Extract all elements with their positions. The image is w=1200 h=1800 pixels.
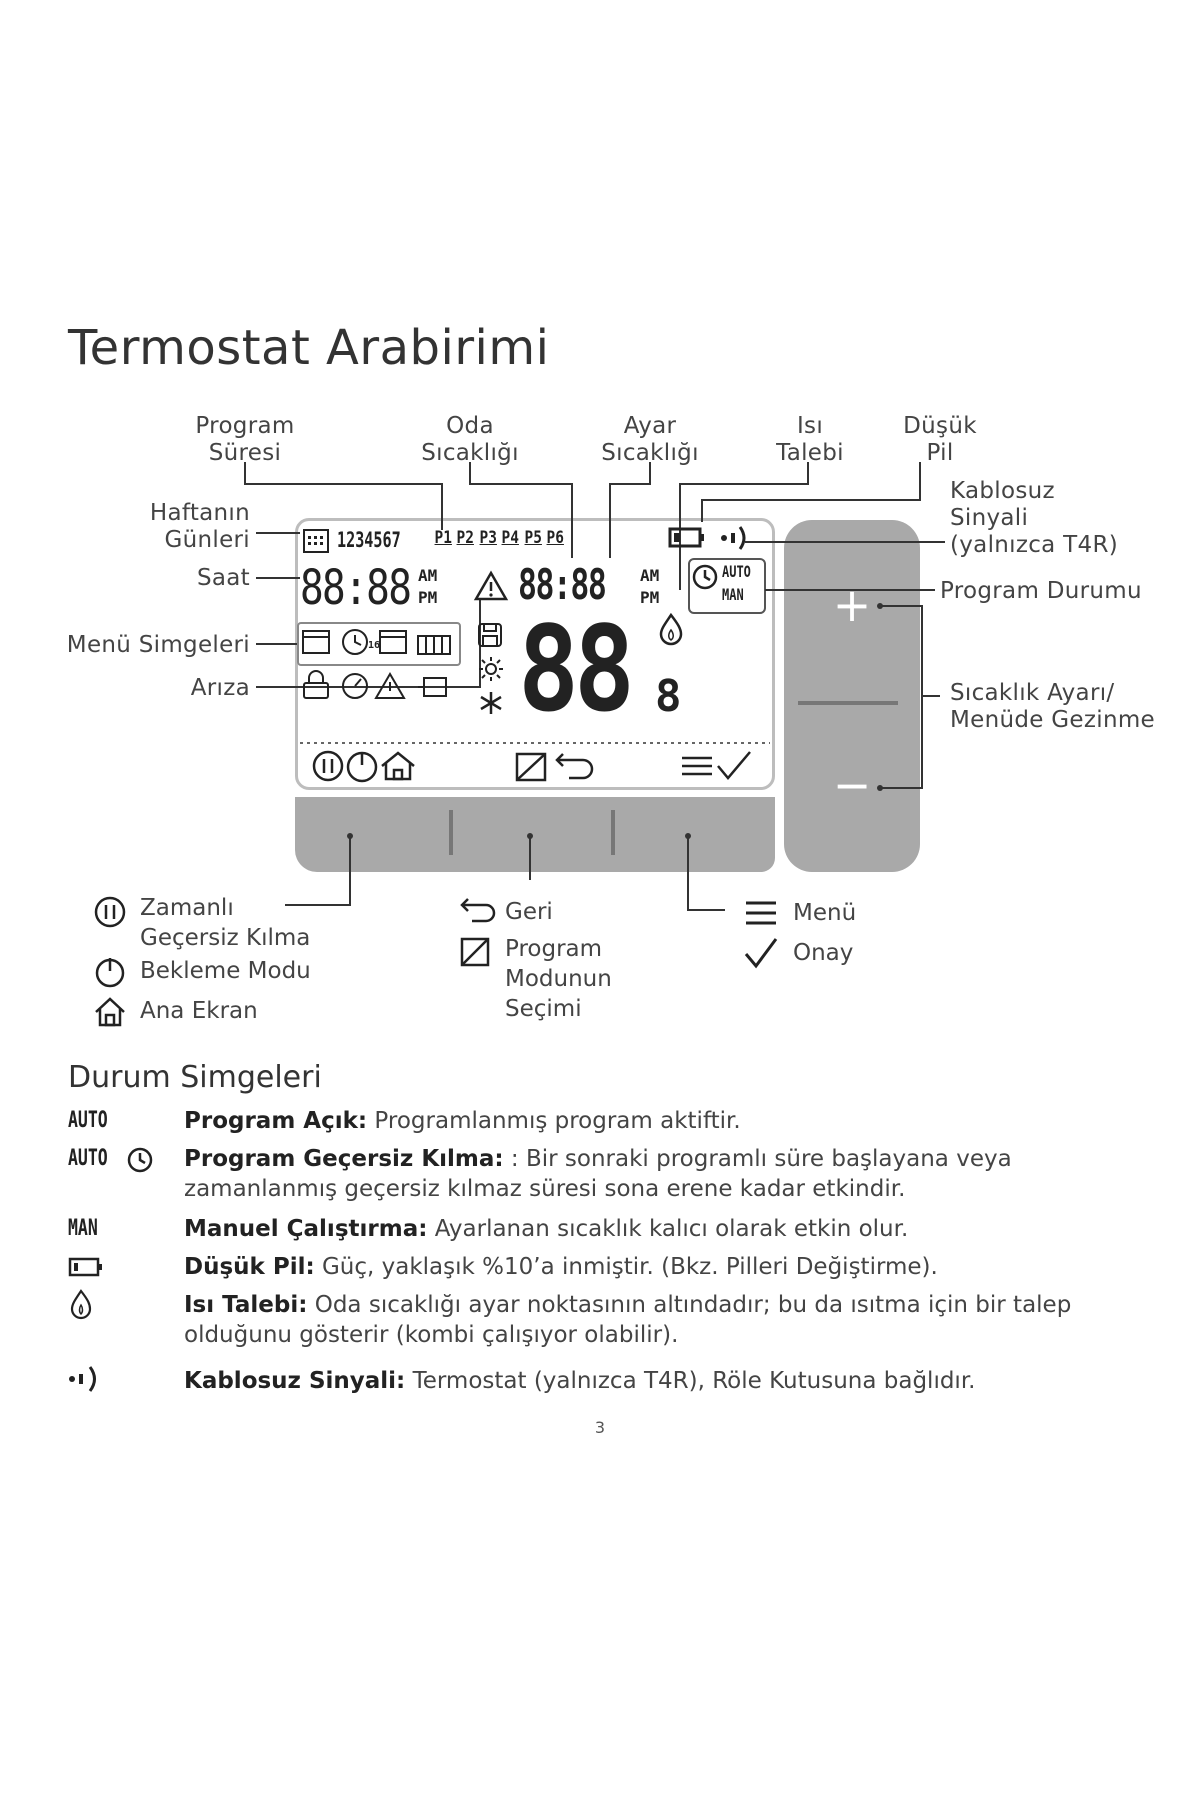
days-of-week: 1234567	[337, 528, 401, 552]
temperature-decimal: 8	[655, 671, 682, 722]
flame-icon	[658, 612, 684, 646]
standby-icon	[93, 955, 127, 989]
callout-haftanin-gunleri: Haftanın Günleri	[149, 500, 250, 553]
callout-saat: Saat	[196, 565, 250, 591]
clock-am: AM	[418, 566, 438, 585]
status-isi-talebi: Isı Talebi: Oda sıcaklığı ayar noktasının altındadır; bu da ısıtma için bir talep olduğunu gösterir (kombi çalışıyor olabilir).	[184, 1292, 1072, 1348]
callout-oda-sicakligi: Oda Sıcaklığı	[421, 413, 519, 466]
legend-zamanli: Zamanlı Geçersiz Kılma	[140, 895, 311, 951]
period-p4: P4	[501, 528, 520, 548]
fault-icons	[300, 670, 460, 702]
room-temperature-display: 88	[518, 600, 630, 738]
clock-icon	[690, 562, 720, 592]
auto-override-icon: AUTO	[68, 1146, 108, 1171]
period-p3: P3	[479, 528, 497, 548]
legend-geri: Geri	[505, 899, 553, 925]
home-icon	[93, 995, 127, 1029]
sun-icon	[478, 656, 504, 682]
calendar-week-icon	[300, 525, 332, 555]
clock-pm: PM	[418, 588, 438, 607]
legend-program-modu: Program Modunun Seçimi	[505, 936, 612, 1022]
legend-ana-ekran: Ana Ekran	[140, 998, 258, 1024]
page-number: 3	[594, 1418, 606, 1437]
setpoint-pm: PM	[640, 588, 660, 607]
setpoint-display: 88:88	[518, 560, 606, 609]
callout-menu-simgeleri: Menü Simgeleri	[66, 632, 250, 658]
period-p2: P2	[457, 528, 475, 548]
snowflake-icon	[478, 690, 504, 716]
setpoint-am: AM	[640, 566, 660, 585]
callout-ariza: Arıza	[190, 675, 250, 701]
legend-menu: Menü	[793, 900, 857, 926]
warning-icon	[473, 570, 509, 602]
status-section-title: Durum Simgeleri	[68, 1060, 322, 1095]
menu-icons	[300, 626, 454, 658]
flame-icon	[68, 1288, 94, 1320]
lcd-bottom-left-icons	[310, 748, 430, 784]
save-icon	[475, 620, 505, 650]
period-p6: P6	[546, 528, 565, 548]
minus-button[interactable]: −	[832, 758, 872, 812]
battery-low-icon	[68, 1256, 104, 1278]
lcd-bottom-middle-icons	[513, 748, 599, 784]
legend-bekleme: Bekleme Modu	[140, 958, 311, 984]
clock-display: 88:88	[300, 560, 411, 616]
auto-label: AUTO	[722, 562, 751, 581]
lcd-bottom-right-icons	[678, 748, 764, 784]
callout-kablosuz-sinyali: Kablosuz Sinyali (yalnızca T4R)	[950, 478, 1118, 558]
timed-override-icon	[93, 895, 127, 929]
status-program-override: Program Geçersiz Kılma: : Bir sonraki programlı süre başlayana veya zamanlanmış geçersiz kılmaz süresi sona erene kadar etkindir.	[184, 1146, 1012, 1202]
man-label: MAN	[722, 585, 744, 604]
legend-onay: Onay	[793, 940, 854, 966]
callout-ayar-sicakligi: Ayar Sıcaklığı	[601, 413, 699, 466]
battery-and-signal-icons	[668, 523, 758, 553]
callout-sicaklik-ayari: Sıcaklık Ayarı/ Menüde Gezinme	[950, 680, 1155, 733]
callout-isi-talebi: Isı Talebi	[776, 413, 844, 466]
page-title: Termostat Arabirimi	[68, 320, 550, 376]
confirm-check-icon	[743, 936, 779, 970]
callout-program-durumu: Program Durumu	[940, 578, 1142, 604]
clock-icon	[125, 1145, 155, 1175]
back-icon	[458, 897, 496, 925]
wireless-signal-icon	[66, 1364, 106, 1394]
calendar-day: 16	[368, 640, 381, 651]
period-p1: P1	[434, 528, 452, 548]
status-manuel: Manuel Çalıştırma: Ayarlanan sıcaklık kalıcı olarak etkin olur.	[184, 1216, 909, 1242]
plus-button[interactable]: +	[832, 578, 872, 632]
auto-icon: AUTO	[68, 1108, 108, 1133]
man-icon: MAN	[68, 1216, 98, 1241]
program-mode-icon	[458, 935, 492, 969]
menu-icon	[743, 898, 779, 928]
status-program-acik: Program Açık: Programlanmış program aktiftir.	[184, 1108, 741, 1134]
callout-dusuk-pil: Düşük Pil	[903, 413, 977, 466]
callout-program-suresi: Program Süresi	[195, 413, 295, 466]
status-dusuk-pil: Düşük Pil: Güç, yaklaşık %10’a inmiştir. (Bkz. Pilleri Değiştirme).	[184, 1254, 938, 1280]
status-kablosuz: Kablosuz Sinyali: Termostat (yalnızca T4R), Röle Kutusuna bağlıdır.	[184, 1368, 976, 1394]
period-p5: P5	[524, 528, 542, 548]
